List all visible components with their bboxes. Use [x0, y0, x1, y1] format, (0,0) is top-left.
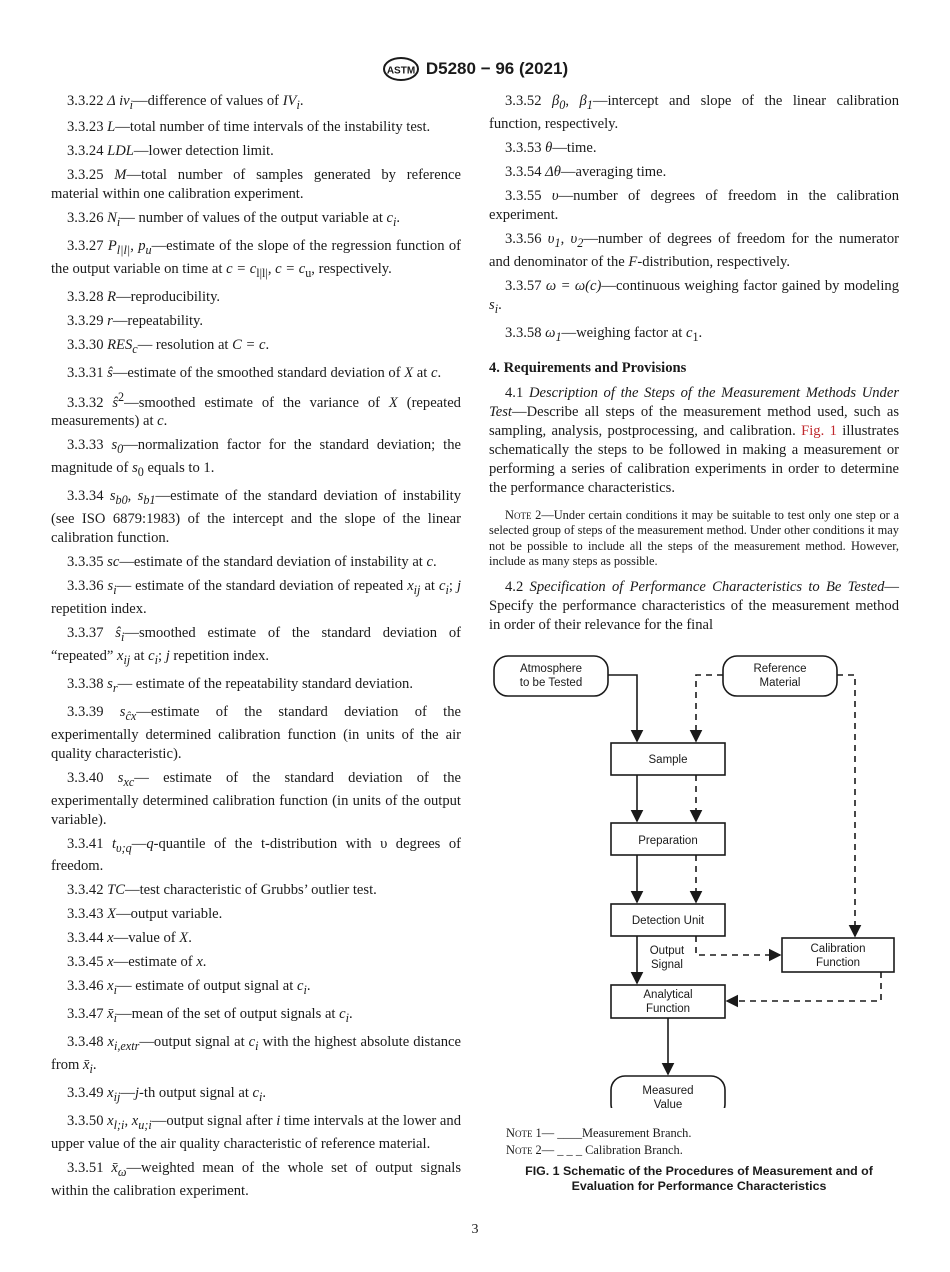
- reference-to-sample-arrow: [696, 675, 723, 741]
- measured-label-2: Value: [653, 1099, 683, 1108]
- definition-3.3.56: 3.3.56 $\upsilon_1$, $\upsilon_2—number$ of degrees of freedom for the numerator and denominator of the F-distribution, respectively.: [489, 230, 899, 270]
- analytical-label-2: Function: [645, 1003, 691, 1015]
- definition-3.3.41: 3.3.41 $t_{\upsilon;q}—q$-quantile of the t-distribution with υ degrees of freedom.: [51, 835, 461, 875]
- logo-text: ASTM: [386, 65, 416, 77]
- definition-3.3.43: 3.3.43 X—output variable.: [67, 906, 223, 923]
- definition-3.3.49: 3.3.49 $x_{ij}—j-th$ output signal at $c_i$.: [67, 1085, 267, 1104]
- paragraph-4.2: 4.2 Specification of Performance Characteristics to Be Tested—Specify the performance characteristics of the measurement method in order of their relevance for the final: [489, 578, 899, 633]
- figure-caption-line-2: Evaluation for Performance Characteristics: [571, 1179, 827, 1193]
- definition-3.3.52: 3.3.52 $\beta_0$, $\beta_1—intercept$ and slope of the linear calibration function, respectively.: [489, 93, 899, 132]
- definition-3.3.26: 3.3.26 $N_i—$ number of values of the output variable at $c_i$.: [67, 209, 401, 229]
- definition-3.3.42: 3.3.42 TC—test characteristic of Grubbs’ outlier test.: [67, 882, 377, 899]
- atmosphere-label-2: to be Tested: [519, 677, 583, 689]
- note-2: Note 2—Under certain conditions it may be suitable to test only one step or a selected group of steps of the measurement method. Under other conditions it may not be possible to include all the steps of the measurement method. However, include as many steps as possible.: [489, 507, 899, 569]
- right-column: [489, 92, 899, 640]
- paragraph-4.1: 4.1 Description of the Steps of the Measurement Methods Under Test—Describe all steps of the measurement method used, such as sampling, analysis, postprocessing, and calibration. Fig. 1 illustrates schematically the steps to be followed in making a measurement or performing a series of calibration experiments in order to determine the performance characteristics.: [489, 384, 900, 496]
- figure-1-diagram: [489, 648, 909, 1108]
- reference-label-2: Material: [759, 677, 801, 689]
- output-signal-label-1: Output: [649, 945, 685, 957]
- detection-to-calibration-arrow: [696, 936, 780, 955]
- calibration-to-analytical-arrow: [727, 972, 881, 1001]
- definition-3.3.51: 3.3.51 $x̄_\omega—weighted$ mean of the whole set of output signals within the calibration experiment.: [51, 1159, 462, 1199]
- reference-to-calibration-arrow: [837, 675, 855, 936]
- definition-3.3.32: 3.3.32 $ŝ^2—smoothed$ estimate of the variance of X (repeated measurements) at c.: [51, 389, 461, 430]
- definition-3.3.22: 3.3.22 Δ $iv_i—difference$ of values of $IV_i$.: [67, 93, 304, 112]
- output-signal-label-2: Signal: [651, 959, 683, 971]
- astm-logo-icon: [382, 56, 420, 82]
- definition-3.3.57: 3.3.57 ω = ω(c)—continuous weighing factor gained by modeling $s_i$.: [489, 277, 899, 316]
- figure-note-1: Note 1— ____Measurement Branch.: [506, 1126, 692, 1140]
- measured-label-1: Measured: [642, 1085, 694, 1097]
- definition-3.3.45: 3.3.45 x—estimate of x.: [67, 954, 207, 971]
- definition-3.3.44: 3.3.44 x—value of X.: [67, 930, 192, 947]
- page-number: 3: [471, 1222, 479, 1237]
- calibration-label-2: Function: [815, 957, 861, 969]
- reference-label-1: Reference: [753, 663, 807, 675]
- page-header: [0, 56, 950, 82]
- definition-3.3.46: 3.3.46 $x_i—$ estimate of output signal at $c_i$.: [67, 978, 311, 998]
- atmosphere-box: [494, 656, 608, 696]
- definition-3.3.24: 3.3.24 LDL—lower detection limit.: [67, 142, 274, 159]
- definition-3.3.29: 3.3.29 r—repeatability.: [67, 312, 204, 329]
- definition-3.3.27: 3.3.27 $P_{l|l|}$, $p_u—estimate$ of the slope of the regression function of the output variable on time at $c = c_{l|l|}$, $c = c_u$, respectively.: [51, 237, 461, 280]
- figure-caption: [489, 1164, 909, 1194]
- definition-3.3.40: 3.3.40 $s_{xc}—$ estimate of the standard deviation of the experimentally determined calibration function (in units of the output variable).: [51, 769, 461, 828]
- definition-3.3.23: 3.3.23 L—total number of time intervals of the instability test.: [67, 118, 431, 135]
- definition-3.3.31: 3.3.31 ŝ—estimate of the smoothed standard deviation of X at c.: [67, 364, 442, 381]
- reference-material-box: [723, 656, 837, 696]
- definition-3.3.25: 3.3.25 M—total number of samples generated by reference material within one calibration experiment.: [51, 166, 462, 202]
- definition-3.3.37: 3.3.37 $ŝ_i—smoothed$ estimate of the standard deviation of “repeated” $x_{ij}$ at $c_i$; j repetition index.: [51, 625, 461, 667]
- definition-3.3.38: 3.3.38 $s_r—$ estimate of the repeatability standard deviation.: [67, 675, 413, 695]
- section-heading: 4. Requirements and Provisions: [489, 359, 687, 376]
- atmosphere-label-1: Atmosphere: [519, 663, 583, 675]
- definition-3.3.50: 3.3.50 $x_{l;i}$, $x_{u;i}—output$ signal after i time intervals at the lower and upper value of the air quality characteristic of reference material.: [51, 1112, 461, 1152]
- figure-note-2: Note 2— _ _ _ Calibration Branch.: [506, 1143, 683, 1157]
- definition-3.3.34: 3.3.34 $s_{b0}$, $s_{b1}—estimate$ of the standard deviation of instability (see ISO 6879:1983) of the intercept and the slope of the linear calibration function.: [51, 488, 461, 547]
- sample-label: Sample: [648, 754, 688, 766]
- definition-3.3.35: 3.3.35 sc—estimate of the standard deviation of instability at c.: [67, 554, 437, 571]
- calibration-label-1: Calibration: [810, 943, 866, 955]
- figure-caption-line-1: FIG. 1 Schematic of the Procedures of Measurement and of: [525, 1164, 873, 1178]
- definition-3.3.30: 3.3.30 $RES_c—$ resolution at C = c.: [67, 336, 270, 356]
- definition-3.3.53: 3.3.53 θ—time.: [505, 139, 597, 156]
- definition-3.3.39: 3.3.39 $s_{ĉx}—estimate$ of the standard deviation of the experimentally determined calibration function (in units of the air quality characteristic).: [51, 703, 462, 762]
- definition-3.3.47: 3.3.47 $x̄_i—mean$ of the set of output signals at $c_i$.: [67, 1006, 353, 1026]
- definition-3.3.58: 3.3.58 $\omega_1—weighing$ factor at $c_1$.: [505, 324, 703, 344]
- left-column: [51, 92, 461, 1206]
- definition-3.3.54: 3.3.54 Δθ—averaging time.: [505, 163, 667, 180]
- fig-1-link[interactable]: Fig. 1: [801, 422, 837, 439]
- definition-3.3.48: 3.3.48 $x_{i,extr}—output$ signal at $c_i$ with the highest absolute distance from $x̄_i$.: [51, 1034, 462, 1077]
- atmosphere-to-sample-arrow: [608, 675, 637, 741]
- definition-3.3.33: 3.3.33 $s_0—normalization$ factor for the standard deviation; the magnitude of $s_0$ equals to 1.: [51, 437, 461, 480]
- detection-unit-label: Detection Unit: [631, 915, 705, 927]
- definition-3.3.28: 3.3.28 R—reproducibility.: [67, 288, 221, 305]
- preparation-label: Preparation: [638, 835, 698, 847]
- definition-3.3.36: 3.3.36 $s_i—$ estimate of the standard deviation of repeated $x_{ij}$ at $c_i$; j repetition index.: [51, 578, 462, 618]
- definition-3.3.55: 3.3.55 υ—number of degrees of freedom in the calibration experiment.: [489, 187, 899, 223]
- analytical-label-1: Analytical: [643, 989, 693, 1001]
- document-code: D5280 − 96 (2021): [425, 59, 569, 78]
